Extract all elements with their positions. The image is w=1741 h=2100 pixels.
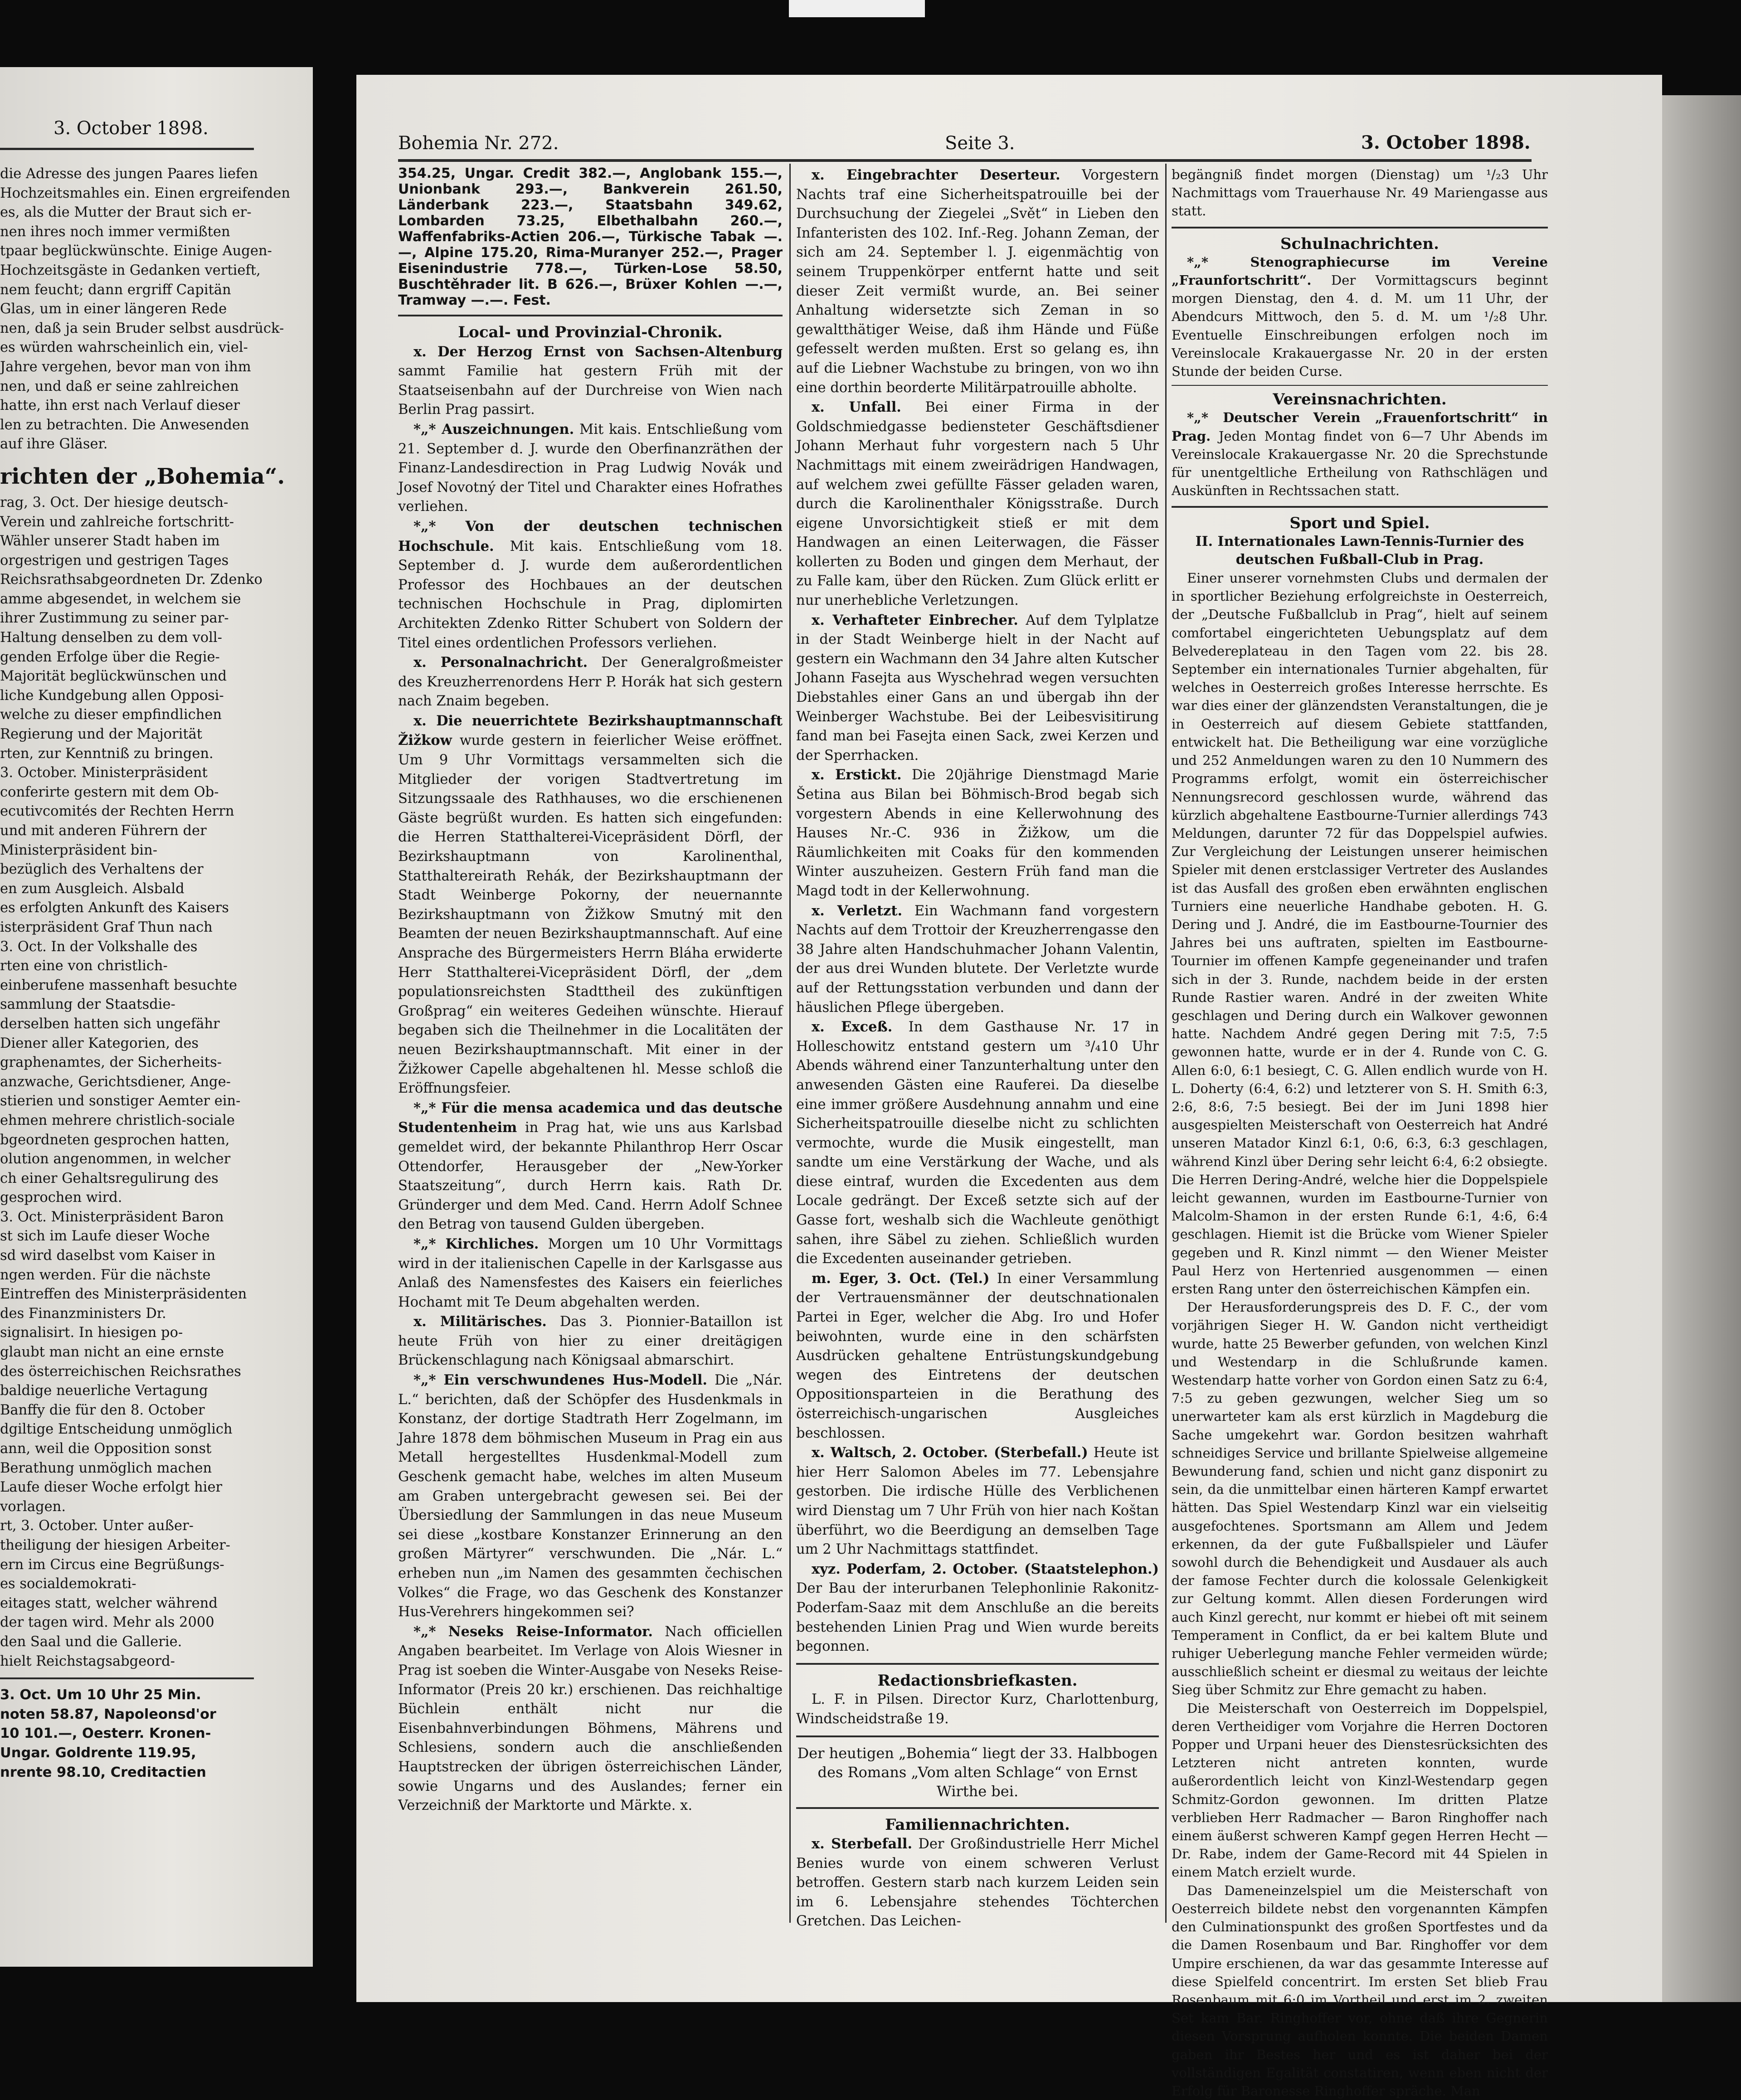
left-text-line: Hochzeitsgäste in Gedanken vertieft, [0, 262, 261, 278]
left-text-line: vorlagen. [0, 1498, 66, 1515]
news-item-text: Morgen um 10 Uhr Vormittags wird in der italienischen Capelle in der Karlsgasse aus Anlaß des Namensfestes des Kaisers ein feierliches Hochamt mit Te Deum abgehalten werden. [398, 1236, 783, 1310]
left-text-line: es socialdemokrati- [0, 1576, 136, 1592]
left-text-line: gesprochen wird. [0, 1190, 122, 1206]
left-text-line: Majorität beglückwünschen und [0, 668, 227, 685]
left-text-line: rt, 3. October. Unter außer- [0, 1518, 194, 1534]
left-text-line: ern im Circus eine Begrüßungs- [0, 1556, 224, 1573]
header-rule [398, 159, 1532, 162]
left-text-line: des Finanzministers Dr. [0, 1305, 166, 1322]
news-item-keyword: xyz. Poderfam, 2. October. (Staatstelephon.) [812, 1560, 1159, 1577]
left-fragment-block-c [0, 1686, 254, 1782]
school-item [1172, 253, 1548, 380]
news-item-text: In dem Gasthause Nr. 17 in Holleschowitz entstand gestern um ³/₄10 Uhr Abends während einer Tanzunterhaltung unter den anwesenden Gästen eine Rauferei. Da dieselbe eine immer größere Ausdehnung annahm und eine Sicherheitspatrouille dieselbe nicht zu schlichten vermochte, wurde die Musik eingestellt, man sandte um eine Verstärkung der Wache, und als diese eintraf, wurden die Excedenten aus dem Locale gedrängt. Der Exceß setzte sich auf der Gasse fort, weshalb sich die Wachleute genöthigt sahen, ihre Säbel zu ziehen. Schließlich wurden die Excedenten auseinander getrieben. [796, 1019, 1159, 1267]
news-item [796, 1560, 1159, 1657]
news-item-keyword: x. Waltsch, 2. October. (Sterbefall.) [812, 1444, 1088, 1461]
left-quote-line: 10 101.—, Oesterr. Kronen- [0, 1726, 211, 1742]
left-text-line: einberufene massenhaft besuchte [0, 977, 238, 993]
news-item [398, 1371, 783, 1622]
column-rule-2 [1165, 164, 1167, 1923]
news-item-keyword: *„* Auszeichnungen. [413, 421, 574, 438]
left-text-line: graphenamtes, der Sicherheits- [0, 1055, 222, 1071]
left-quote-line: noten 58.87, Napoleonsd'or [0, 1706, 216, 1722]
masthead-page-number: Seite 3. [945, 133, 1015, 154]
news-item-text: in Prag hat, wie uns aus Karlsbad gemeldet wird, der bekannte Philanthrop Herr Oscar Ottendorfer, Herausgeber der „New-Yorker Staatszeitung“, durch Herrn kais. Rath Dr. Gründerger und dem Med. Cand. Herrn Adolf Schnee den Betrag von tausend Gulden übergeben. [398, 1120, 783, 1233]
left-text-line: sd wird daselbst vom Kaiser in [0, 1248, 216, 1264]
news-item-text: Nach officiellen Angaben bearbeitet. Im Verlage von Alois Wiesner in Prag ist soeben die Winter-Ausgabe von Neseks Reise-Informator (Preis 20 kr.) erschienen. Das reichhaltige Büchlein enthält nicht nur die Eisenbahnverbindungen Böhmens, Mährens und Schlesiens, sondern auch die anschließenden Hauptstrecken der übrigen österreichischen Länder, sowie Ungarns und des Auslandes; ferner ein Verzeichniß der Marktorte und Märkte. x. [398, 1624, 783, 1814]
news-item-text: Der Generalgroßmeister des Kreuzherrenordens Herr P. Horák hat sich gestern nach Znaim begeben. [398, 655, 783, 710]
news-item-keyword: x. Militärisches. [413, 1313, 547, 1330]
left-text-line: der tagen wird. Mehr als 2000 [0, 1614, 214, 1631]
newspaper-page [356, 75, 1662, 2099]
separator [796, 1735, 1159, 1737]
club-item [1172, 408, 1548, 500]
news-item-keyword: x. Verletzt. [812, 902, 903, 919]
column-3 [1172, 165, 1548, 2099]
top-clip-tab [789, 0, 925, 17]
left-text-line: glaubt man nicht an eine ernste [0, 1344, 224, 1361]
news-item-text: Heute ist hier Herr Salomon Abeles im 77. Lebensjahre gestorben. Die irdische Hülle des Verblichenen wird Dienstag um 7 Uhr Früh von hier nach Koštan überführt, wo die Beerdigung an demselben Tage um 2 Uhr Nachmittags stattfindet. [796, 1445, 1159, 1558]
left-text-line: ecutivcomités der Rechten Herrn [0, 803, 234, 820]
news-item [796, 1443, 1159, 1560]
separator [796, 1663, 1159, 1665]
left-text-line: ngen werden. Für die nächste [0, 1267, 211, 1283]
school-item-text: Der Vormittagscurs beginnt morgen Dienstag, den 4. d. M. um 11 Uhr, der Abendcurs Mittwoch, den 5. d. M. um ¹/₂8 Uhr. Eventuelle Einschreibungen erfolgen noch im Vereinslocale Krakauergasse Nr. 20 in der ersten Stunde der beiden Curse. [1172, 272, 1548, 379]
news-item-keyword: x. Verhafteter Einbrecher. [812, 612, 1018, 628]
left-text-line: den Saal und die Gallerie. [0, 1633, 182, 1650]
news-item-text: Vorgestern Nachts traf eine Sicherheitspatrouille bei der Durchsuchung der Ziegelei „Svět“ in Lieben den Infanteristen des 102. Inf.-Reg. Johann Zeman, der sich am 24. September l. J. eigenmächtig von seinem Truppenkörper entfernt hatte und seit dieser Zeit vermißt wurde, an. Bei seiner Anhaltung widersetzte sich Zeman in so gewaltthätiger Weise, daß ihm Hände und Füße gefesselt werden mußten. Erst so gelang es, ihn auf die Liebner Wachstube zu bringen, von wo ihn eine dorthin beorderte Militärpatrouille abholte. [796, 167, 1159, 396]
left-fragment-block-b [0, 493, 263, 1671]
left-text-line: nen, daß ja sein Bruder selbst ausdrück- [0, 320, 284, 336]
news-item-text: Das 3. Pionnier-Bataillon ist heute Früh von hier zu einer dreitägigen Brückenschlagung nach Königsaal abmarschirt. [398, 1314, 783, 1369]
news-item [796, 611, 1159, 766]
news-item [796, 901, 1159, 1018]
family-item-text: Der Großindustrielle Herr Michel Benies wurde von einem schweren Verlust betroffen. Gestern starb nach kurzem Leiden sein im 6. Lebensjahre stehendes Töchterchen Gretchen. Das Leichen- [796, 1836, 1159, 1930]
sport-paragraph: Der Herausforderungspreis des D. F. C., der vom vorjährigen Sieger H. W. Gandon nicht vertheidigt wurde, hatte 25 Bewerber gefunden, von welchen Kinzl und Westendarp in die Schlußrunde kamen. Westendarp hatte vorher von Gordon einen Satz zu 6:4, 7:5 zu geben gezwungen, welcher Sieg um so unerwarteter kam als erst kürzlich in Magdeburg die Sache umgekehrt war. Gordon besitzen wahrhaft schneidiges Service und brillante Spielweise allgemeine Bewunderung fand, schien und nicht ganz disponirt zu sein, da die unmittelbar einen härteren Kampf erwartet hätten. Das Spiel Westendarp Kinzl war ein vielseitig ausgefochtenes. Sportsmann am Allem und Jedem erkennen, da der gute Fußballspieler und Läufer sowohl durch die Behendigkeit und Ausdauer als auch der famose Fechter durch die kolossale Gelenkigkeit zur Geltung kommt. Allen diesen Forderungen wird auch Kinzl gerecht, nur kommt er hiebei oft mit seinem Temperament in Conflict, da er bei kaltem Blute und ruhiger Ueberlegung manche Fehler vermeiden würde; ausschließlich scheint er diesmal zu weitaus der leichte Sieg über Schmitz zur Ehre gemacht zu haben. [1172, 1299, 1548, 1698]
left-text-line: en zum Ausgleich. Alsbald [0, 880, 185, 897]
news-list-2 [796, 165, 1159, 1657]
left-text-line: theiligung der hiesigen Arbeiter- [0, 1537, 230, 1553]
news-item [796, 165, 1159, 398]
mailbox-entry: L. F. in Pilsen. Director Kurz, Charlottenburg, Windscheidstraße 19. [796, 1692, 1159, 1727]
left-text-line: isterpräsident Graf Thun nach [0, 919, 213, 935]
left-quote-line: nrente 98.10, Creditactien [0, 1764, 206, 1780]
supplement-notice: Der heutigen „Bohemia“ liegt der 33. Halbbogen des Romans „Vom alten Schlage“ von Ernst Wirthe bei. [797, 1744, 1158, 1800]
section-club-news: Vereinsnachrichten. [1273, 390, 1447, 409]
news-item-text: Der Bau der interurbanen Telephonlinie Rakonitz-Poderfam-Saaz mit dem Anschluße an die bereits bestehenden Linien Prag und Wien wurde bereits begonnen. [796, 1580, 1159, 1655]
news-item-text: Mit kais. Entschließung vom 21. September d. J. wurde den Oberfinanzräthen der Finanz-Landesdirection in Prag Ludwig Novák und Josef Novotný der Titel und Charakter eines Hofrathes verliehen. [398, 421, 783, 515]
left-text-line: orgestrigen und gestrigen Tages [0, 552, 229, 569]
left-text-line: liche Kundgebung allen Opposi- [0, 687, 224, 704]
section-school-news: Schulnachrichten. [1280, 234, 1439, 253]
separator [1172, 506, 1548, 508]
family-item-keyword: x. Sterbefall. [812, 1836, 913, 1852]
news-item [796, 765, 1159, 901]
left-section-heading: richten der „Bohemia“. [0, 463, 285, 489]
left-text-line: des österreichischen Reichsrathes [0, 1363, 241, 1380]
club-item-text: Jeden Montag findet von 6—7 Uhr Abends im Vereinslocale Krakauergasse Nr. 20 die Sprechstunde für unentgeltliche Ertheilung von Rathschlägen und Auskünften in Rechtssachen statt. [1172, 428, 1548, 499]
left-text-line: nem feucht; dann ergriff Capitän [0, 282, 231, 298]
left-text-line: Haltung denselben zu dem voll- [0, 630, 222, 646]
separator [398, 315, 783, 316]
left-text-line: bezüglich des Verhaltens der [0, 861, 204, 878]
left-text-line: len zu betrachten. Die Anwesenden [0, 417, 249, 433]
left-text-line: Berathung unmöglich machen [0, 1460, 212, 1476]
left-text-line: st sich im Laufe dieser Woche [0, 1228, 210, 1244]
left-text-line: sammlung der Staatsdie- [0, 997, 175, 1013]
left-text-line: genden Erfolge über die Regie- [0, 649, 220, 665]
left-text-line: ihrer Zustimmung zu seiner par- [0, 610, 229, 627]
left-text-line: nen, und daß er seine zahlreichen [0, 378, 239, 394]
news-item-text: wurde gestern in feierlicher Weise eröffnet. Um 9 Uhr Vormittags versammelten sich die Mitglieder der vorigen Stadtvertretung im Sitzungssaale des Rathhauses, wo die erschienenen Gäste begrüßt wurden. Es hatten sich eingefunden: die Herren Statthalterei-Vicepräsident Dörfl, der Bezirkshauptmann von Karolinenthal, Statthaltereirath Rehák, der Bezirkshauptmann der Stadt Weinberge Pokorny, der neuernannte Bezirkshauptmann von Žižkow Smutný mit den Beamten der neuen Bezirkshauptmannschaft. Auf eine Ansprache des Bürgermeisters Herrn Bláha erwiderte Herr Statthalterei-Vicepräsident Dörfl, der „dem populationsreichsten Stadttheil des zukünftigen Großprag“ ein weiteres Gedeihen wünschte. Hierauf begaben sich die Theilnehmer in die Localitäten der neuen Bezirkshauptmannschaft. Mit einer in der Žižkower Capelle abgehaltenen hl. Messe schloß die Eröffnungsfeier. [398, 733, 783, 1097]
news-item-keyword: *„* Für die mensa academica und das deutsche Studentenheim [398, 1099, 783, 1136]
left-text-line: anzwache, Gerichtsdiener, Ange- [0, 1074, 231, 1090]
left-text-line: stierien und sonstiger Aemter ein- [0, 1093, 241, 1109]
news-item-keyword: x. Exceß. [812, 1019, 893, 1035]
left-text-line: bgeordneten gesprochen hatten, [0, 1132, 230, 1148]
news-item-keyword: *„* Von der deutschen technischen Hochschule. [398, 518, 783, 554]
left-text-line: rag, 3. Oct. Der hiesige deutsch- [0, 494, 229, 510]
section-local-chronicle: Local- und Provinzial-Chronik. [458, 323, 723, 341]
news-item [398, 653, 783, 711]
news-item-keyword: m. Eger, 3. Oct. (Tel.) [812, 1270, 990, 1287]
news-item-text: Die 20jährige Dienstmagd Marie Šetina aus Bilan bei Böhmisch-Brod begab sich vorgestern Abends in eine Kellerwohnung des Hauses Nr.-C. 936 in Žižkow, um die Räumlichkeiten mit Coaks für den kommenden Winter auszuheizen. Gestern Früh fand man die Magd todt in der Kellerwohnung. [796, 767, 1159, 899]
left-text-line: hielt Reichstagsabgeord- [0, 1653, 175, 1669]
left-quote-line: Ungar. Goldrente 119.95, [0, 1745, 196, 1761]
left-text-line: Glas, um in einer längeren Rede [0, 301, 227, 317]
news-item-text: Ein Wachmann fand vorgestern Nachts auf dem Trottoir der Kreuzherrengasse den 38 Jahre alten Handschuhmacher Johann Valentin, der aus drei Wunden blutete. Der Verletzte wurde auf der Rettungsstation verbunden und dann der häuslichen Pflege übergeben. [796, 903, 1159, 1016]
news-item-keyword: x. Erstickt. [812, 767, 902, 783]
left-text-line: dgiltige Entscheidung unmöglich [0, 1421, 233, 1438]
left-text-line: 3. October. Ministerpräsident [0, 765, 208, 781]
school-item-keyword: *„* Stenographiecurse im Vereine „Fraunfortschritt“. [1172, 254, 1548, 288]
left-text-line: derselben hatten sich ungefähr [0, 1016, 220, 1032]
column-1 [398, 165, 783, 1925]
left-text-line: Jahre vergehen, bevor man von ihm [0, 359, 251, 375]
page-edge-strip [1662, 95, 1741, 2002]
section-family-news: Familiennachrichten. [885, 1815, 1070, 1834]
local-news-list [398, 342, 783, 1816]
left-text-line: es, als die Mutter der Braut sich er- [0, 204, 252, 221]
left-text-line: Wähler unserer Stadt haben im [0, 533, 220, 549]
left-text-line: 3. Oct. In der Volkshalle des [0, 938, 198, 955]
left-text-line: conferirte gestern mit dem Ob- [0, 784, 219, 800]
news-item [398, 1235, 783, 1312]
sport-paragraph: Das Dameneinzelspiel um die Meisterschaft von Oesterreich bildete nebst den vorgenannten Kämpfen den Culminationspunkt des großen Sportfestes und da die Damen Rosenbaum und Bar. Ringhoffer vor dem Umpire erschienen, da war das gesammte Interesse auf diese Spielfeld concentrirt. Im ersten Set blieb Frau Rosenbaum mit 6:0 im Vortheil und erst im 2. zweiten Set kam Bar. Ringhoffer vor, ohne daß ihre Gegnerin diesen Vorsprung aufholen konnte. Die beiden Damen gaben ihr Bestes her und es ist daher bei der vollständigen Egalität constatiren, wenn eben nicht der Erfolg für Baronesse Ringhoffer spräche. Man [1172, 1882, 1548, 2099]
news-item-keyword: x. Unfall. [812, 399, 901, 416]
left-text-line: Regierung und der Majorität [0, 726, 203, 743]
news-item [398, 342, 783, 420]
left-text-line: signalisirt. In hiesigen po- [0, 1325, 183, 1341]
left-text-line: nen ihres noch immer vermißten [0, 224, 230, 240]
left-text-line: ch einer Gehaltsregulirung des [0, 1170, 219, 1186]
news-item-keyword: *„* Kirchliches. [413, 1235, 539, 1252]
column-2 [796, 165, 1159, 1930]
news-item-keyword: *„* Ein verschwundenes Hus-Modell. [413, 1372, 708, 1389]
news-item-keyword: *„* Neseks Reise-Informator. [413, 1623, 653, 1640]
left-text-line: Hochzeitsmahles ein. Einen ergreifenden [0, 185, 290, 201]
news-item [796, 398, 1159, 611]
stock-quotes: 354.25, Ungar. Credit 382.—, Anglobank 155.—, Unionbank 293.—, Bankverein 261.50, Länderbank 223.—, Staatsbahn 349.62, Lombarden 73.25, Elbethalbahn 260.—, Waffenfabriks-Actien 206.—, Türkische Tabak —.—, Alpine 175.20, Rima-Muranyer 252.—, Prager Eisenindustrie 778.—, Türken-Lose 58.50, Buschtěhrader lit. B 626.—, Brüxer Kohlen —.—, Tramway —.—. Fest. [398, 165, 783, 308]
family-item [796, 1834, 1159, 1931]
funeral-continuation: begängniß findet morgen (Dienstag) um ¹/₂3 Uhr Nachmittags vom Trauerhause Nr. 49 Mariengasse aus statt. [1172, 167, 1548, 219]
left-text-line: Ministerpräsident bin- [0, 842, 158, 858]
left-text-line: Reichsrathsabgeordneten Dr. Zdenko [0, 572, 263, 588]
left-text-line: es würden wahrscheinlich ein, viel- [0, 340, 248, 356]
left-text-line: hatte, ihn erst nach Verlauf dieser [0, 398, 240, 414]
sport-paragraph: Die Meisterschaft von Oesterreich im Doppelspiel, deren Vertheidiger vom Vorjahre die Herren Doctoren Popper und Urpani heuer des Dienstesrücksichten des Letzteren nicht antreten konnten, wurde außerordentlich leicht von Kinzl-Westendarp gegen Schmitz-Gordon gewonnen. Im dritten Platze verblieben Herr Radmacher — Baron Ringhoffer nach einem äußerst schweren Kampf gegen Herren Hecht — Dr. Rabe, indem der Game-Record mit 44 Spielen in einem Match erzielt wurde. [1172, 1700, 1548, 1880]
news-item-text: Mit kais. Entschließung vom 18. September d. J. wurde dem außerordentlichen Professor des Hochbaues an der deutschen technischen Hochschule in Prag, diplomirten Architekten Zdenko Ritter Schubert von Soldern der Titel eines ordentlichen Professors verliehen. [398, 538, 783, 651]
left-text-line: Banffy die für den 8. October [0, 1402, 205, 1418]
news-item-keyword: x. Die neuerrichtete Bezirkshauptmannschaft Žižkow [398, 712, 783, 749]
news-item [398, 517, 783, 653]
left-page-date: 3. October 1898. [53, 118, 209, 139]
separator [1172, 227, 1548, 228]
news-item-text: sammt Familie hat gestern Früh mit der Staatseisenbahn auf der Durchreise von Wien nach Berlin Prag passirt. [398, 363, 783, 418]
news-item-text: Bei einer Firma in der Goldschmiedgasse bediensteter Geschäftsdiener Johann Merhaut fuhr vorgestern nach 5 Uhr Nachmittags mit einem zweirädrigen Handwagen, auf welchem zwei gefüllte Fässer geladen waren, durch die Karolinenthaler Königsstraße. Durch eigene Unvorsichtigkeit stieß er mit dem Handwagen an einen Leiterwagen, die Fässer kollerten zu Boden und gingen dem Merhaut, der zu Falle kam, über den Rücken. Zum Glück erlitt er nur unerhebliche Verletzungen. [796, 399, 1159, 609]
news-item-keyword: x. Der Herzog Ernst von Sachsen-Altenburg [413, 343, 783, 360]
news-item-keyword: x. Personalnachricht. [413, 654, 588, 671]
section-sport: Sport und Spiel. [1289, 514, 1430, 533]
news-item [398, 1312, 783, 1371]
left-text-line: rten, zur Kenntniß zu bringen. [0, 745, 214, 762]
sport-paragraph: Einer unserer vornehmsten Clubs und dermalen der in sportlicher Beziehung erfolgreichste in Oesterreich, der „Deutsche Fußballclub in Prag“, hielt auf seinem comfortabel eingerichteten Uebungsplatz auf dem Belvedereplateau in den Tagen vom 22. bis 28. September ein internationales Turnier abgehalten, für welches in Oesterreich großes Interesse herrschte. Es war dies einer der glänzendsten Veranstaltungen, die je in Oesterreich auf diesem Gebiete stattfanden, entwickelt hat. Die Betheiligung war eine vorzügliche und 252 Anmeldungen waren zu den 10 Nummern des Programms erfolgt, womit ein österreichischer Nennungsrecord geschlossen wurde, während das kürzlich abgehaltene Eastbourne-Turnier allerdings 743 Meldungen, darunter 72 für das Doppelspiel aufwies. Zur Vergleichung der Leistungen unserer heimischen Spieler mit denen erstclassiger Vertreter des Auslandes ist das Ausfall des großen eben erwähnten englischen Turniers eine neuerliche Handhabe geboten. H. G. Dering und J. André, die im Eastbourne-Tournier des Jahres bei uns auftraten, spielten im Eastbourne-Tournier im offenen Kampfe gegeneinander und trafen sich in der 3. Runde, nachdem beide in der ersten Runde Rastier waren. André in der zweiten White geschlagen und Dering durch ein Walkover gewonnen hatte. Nachdem André gegen Dering mit 7:5, 7:5 gewonnen hatte, wurde er in der 4. Runde von C. G. Allen 6:0, 6:1 besiegt, C. G. Allen endlich wurde von H. L. Doherty (6:4, 6:2) und letzterer von S. H. Smith 6:3, 2:6, 8:6, 7:5 besiegt. Bei der im Juni 1898 hier ausgespielten Meisterschaft von Oesterreich hat André unseren Matador Kinzl 6:1, 0:6, 6:3, 6:3 geschlagen, während Kinzl über Dering sehr leicht 6:4, 6:2 obsiegte. Die Herren Dering-André, welche hier die Doppelspiele leicht gewannen, wurden im Eastbourne-Turnier von Malcolm-Shamon in der ersten Runde 6:1, 4:6, 6:4 geschlagen. Hiemit ist die Brücke vom Wiener Spieler gegeben und R. Kinzl nimmt — den Wiener Meister Paul Herz von Hertenried ausgenommen — einen ersten Rang unter den österreichischen Kämpfen ein. [1172, 570, 1548, 1297]
left-text-line: welche zu dieser empfindlichen [0, 707, 222, 723]
section-editorial-mailbox: Redactionsbriefkasten. [877, 1671, 1078, 1690]
masthead-paper: Bohemia Nr. 272. [398, 133, 559, 154]
club-item-keyword: *„* Deutscher Verein „Frauenfortschritt“ in Prag. [1172, 410, 1548, 444]
left-page-column [0, 165, 290, 1892]
news-item-text: In einer Versammlung der Vertrauensmänner der deutschnationalen Partei in Eger, welcher die Abg. Iro und Hofer beiwohnten, wurde eine in den schärfsten Ausdrücken gehaltene Entrüstungskundgebung wegen des Eintretens der deutschen Oppositionsparteien in die Berathung des österreichisch-ungarischen Ausgleiches beschlossen. [796, 1270, 1159, 1441]
left-text-line: Eintreffen des Ministerpräsidenten [0, 1286, 247, 1303]
left-quote-line: 3. Oct. Um 10 Uhr 25 Min. [0, 1687, 201, 1703]
left-text-line: amme abgesendet, in welchem sie [0, 591, 241, 607]
masthead-date: 3. October 1898. [1361, 132, 1531, 153]
left-text-line: es erfolgten Ankunft des Kaisers [0, 900, 229, 916]
left-text-line: und mit anderen Führern der [0, 823, 207, 839]
left-text-line: olution angenommen, in welcher [0, 1151, 231, 1167]
sport-article-title: II. Internationales Lawn-Tennis-Turnier des deutschen Fußball-Club in Prag. [1195, 533, 1524, 568]
left-text-line: 3. Oct. Ministerpräsident Baron [0, 1209, 224, 1225]
left-header-rule [0, 148, 254, 150]
left-text-line: ann, weil die Opposition sonst [0, 1441, 212, 1457]
news-item [398, 1622, 783, 1816]
left-text-line: Diener aller Kategorien, des [0, 1035, 199, 1051]
left-text-line: baldige neuerliche Vertagung [0, 1383, 208, 1399]
left-text-line: ehmen mehrere christlich-sociale [0, 1112, 235, 1128]
left-text-line: eitages statt, welcher während [0, 1595, 218, 1611]
left-text-line: Verein und zahlreiche fortschritt- [0, 514, 234, 530]
left-text-line: die Adresse des jungen Paares liefen [0, 166, 258, 182]
news-item-keyword: x. Eingebrachter Deserteur. [812, 167, 1060, 183]
left-separator [0, 1677, 254, 1679]
news-item [796, 1269, 1159, 1443]
left-text-line: auf ihre Gläser. [0, 436, 108, 452]
column-rule-1 [789, 164, 791, 1923]
news-item-text: Auf dem Tylplatze in der Stadt Weinberge hielt in der Nacht auf gestern ein Wachmann den 34 Jahre alten Kutscher Johann Fasejta aus Wyschehrad wegen versuchten Diebstahles einer Gans an und übergab ihn der Weinberger Wachstube. Bei der Leibesvisitirung fand man bei Fasejta einen Sack, zwei Kerzen und der Sperrhacken. [796, 612, 1159, 763]
news-item [398, 1099, 783, 1235]
left-text-line: tpaar beglückwünschte. Einige Augen- [0, 243, 272, 259]
sport-article-body [1172, 569, 1548, 2100]
left-text-line: Laufe dieser Woche erfolgt hier [0, 1479, 223, 1496]
news-item [796, 1017, 1159, 1269]
left-fragment-block-a [0, 165, 290, 454]
left-text-line: rten eine von christlich- [0, 958, 168, 974]
news-item [398, 711, 783, 1099]
left-page-fragment [0, 67, 313, 1967]
separator [1172, 385, 1548, 386]
news-item [398, 420, 783, 517]
news-item-text: Die „Nár. L.“ berichten, daß der Schöpfer des Husdenkmals in Konstanz, der dortige Stadtrath Herr Zogelmann, im Jahre 1878 dem böhmischen Museum in Prag ein aus Metall hergestelltes Husdenkmal-Modell zum Geschenk gemacht habe, welches im alten Museum am Graben untergebracht gewesen sei. Bei der Übersiedlung der Sammlungen in das neue Museum sei diese „kostbare Konstanzer Erinnerung an den großen Märtyrer“ verschwunden. Die „Nár. L.“ erheben nun „im Namen des gesammten čechischen Volkes“ die Frage, wo das Geschenk des Konstanzer Hus-Verehrers hingekommen sei? [398, 1372, 783, 1620]
separator [796, 1807, 1159, 1809]
